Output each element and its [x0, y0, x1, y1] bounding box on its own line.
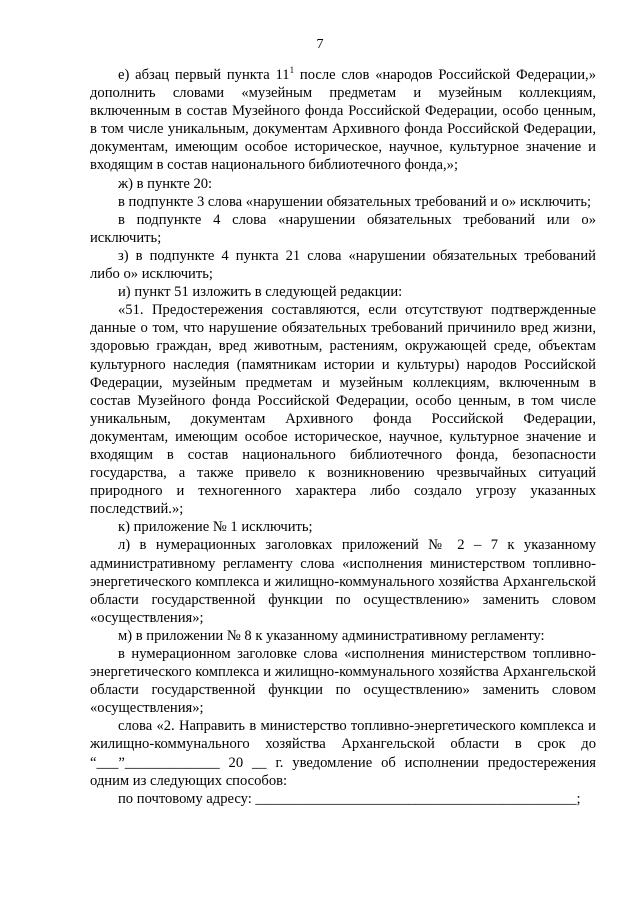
paragraph-zh-sub3: в подпункте 3 слова «нарушении обязательных требований и о» исключить;: [118, 193, 592, 210]
paragraph-m-heading: в нумерационном заголовке слова «исполнения министерством топливно-энергетического комплекса и жилищно-коммунального хозяйства Архангельской области государственной функции по осуществлению» заменить словом «осуществления»;: [90, 646, 596, 717]
paragraph-e: [90, 66, 596, 175]
paragraph-e-text: е) абзац первый пункта 11: [118, 67, 290, 83]
paragraph-m-words: слова «2. Направить в министерство топливно-энергетического комплекса и жилищно-коммунального хозяйства Архангельской области в срок до “___”_____________ 20 __ г. уведомление об исполнении предостережения одним из следующих способов:: [90, 718, 596, 789]
paragraph-i: и) пункт 51 изложить в следующей редакции:: [118, 284, 403, 301]
paragraph-m-postal: по почтовому адресу: ____________________________________________;: [118, 790, 581, 807]
paragraph-e-tail: после слов «народов Российской Федерации,» дополнить словами «музейным предметам и музейным коллекциям, включенным в состав Музейного фонда Российской Федерации, особо ценным, в том числе уникальным, документам Архивного фонда Российской Федерации, документам, имеющим особое историческое, научное, культурное значение и входящим в состав национального библиотечного фонда,»;: [90, 67, 596, 174]
paragraph-z: з) в подпункте 4 пункта 21 слова «нарушении обязательных требований либо о» исключить;: [90, 247, 596, 283]
paragraph-m: м) в приложении № 8 к указанному административному регламенту:: [118, 627, 545, 644]
paragraph-l: л) в нумерационных заголовках приложений № 2 – 7 к указанному административному регламенту слова «исполнения министерством топливно-энергетического комплекса и жилищно-коммунального хозяйства Архангельской области государственной функции по осуществлению» заменить словом «осуществления»;: [90, 537, 596, 626]
document-body: [90, 66, 596, 808]
paragraph-k: к) приложение № 1 исключить;: [118, 519, 313, 536]
page-number: 7: [316, 37, 324, 52]
paragraph-zh-sub4: в подпункте 4 слова «нарушении обязательных требований или о» исключить;: [90, 211, 596, 246]
footnote-superscript: 1: [289, 65, 295, 75]
paragraph-zh: ж) в пункте 20:: [118, 175, 213, 192]
paragraph-i-item-51: «51. Предостережения составляются, если отсутствуют подтвержденные данные о том, что нарушение обязательных требований причинило вред жизни, здоровью граждан, вред животным, растениям, окружающей среде, объектам культурного наследия (памятникам истории и культуры) народов Российской Федерации, музейным предметам и музейным коллекциям, включенным в состав Музейного фонда Российской Федерации, особо ценным, в том числе уникальным, документам Архивного фонда Российской Федерации, документам, имеющим особое историческое, научное, культурное значение и входящим в состав национального библиотечного фонда, безопасности государства, а также привело к возникновению чрезвычайных ситуаций природного и техногенного характера либо создало угрозу указанных последствий.»;: [90, 302, 596, 518]
